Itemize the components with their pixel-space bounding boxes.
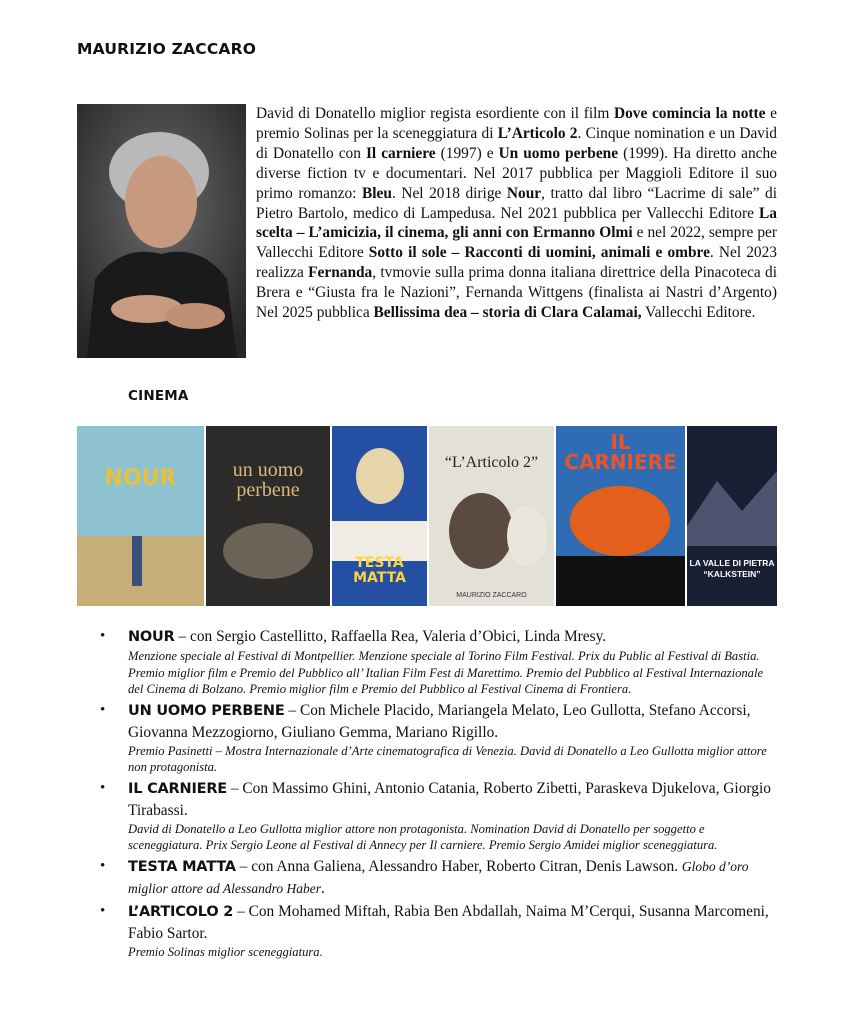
film-awards: Premio Solinas miglior sceneggiatura. (128, 944, 323, 959)
film-cast: – Con Mohamed Miftah, Rabia Ben Abdallah, Naima M’Cerqui, Susanna Marcomeni, Fabio Sartor. (128, 902, 769, 942)
bio-text: (1999). Ha diretto anche diverse fiction tv e documentari. Nel 2017 pubblica per Maggioli Editore il suo primo romanzo: (256, 144, 777, 202)
film-cast: – con Sergio Castellitto, Raffaella Rea, Valeria d’Obici, Linda Mresy. (174, 628, 607, 645)
bio-highlight: Nour (506, 184, 542, 202)
film-awards: Premio Pasinetti – Mostra Internazionale d’Arte cinematografica di Venezia. David di Donatello a Leo Gullotta miglior attore non protagonista. (128, 743, 767, 774)
poster-subtitle: CARNIERE (564, 450, 677, 474)
film-awards: David di Donatello a Leo Gullotta miglior attore non protagonista. Nomination David di Donatello per soggetto e sceneggiatura. Prix Sergio Leone al Festival di Annecy per Il carniere. Premio Sergio Amidei miglior sceneggiatura. (128, 821, 718, 852)
film-title: IL CARNIERE (128, 780, 228, 797)
bio-text: , tvmovie sulla prima donna italiana direttrice della Pinacoteca di Brera e “Giusta fra le Nazioni”, Fernanda Wittgens (finalista ai Nastri d’Argento) Nel 2025 pubblica (256, 264, 778, 322)
film-title: L’ARTICOLO 2 (128, 903, 234, 920)
author-portrait (77, 104, 246, 358)
film-item (100, 626, 780, 698)
bio-highlight: Bleu (362, 184, 392, 202)
poster-title: TESTA (355, 555, 404, 571)
film-item (100, 856, 780, 899)
film-awards: Globo d’oro miglior attore ad Alessandro Haber (128, 858, 749, 896)
film-item (100, 700, 780, 776)
filmography-list (100, 626, 780, 962)
bio-text: . Nel 2023 realizza (256, 244, 777, 282)
film-item (100, 901, 780, 961)
film-title: TESTA MATTA (128, 858, 236, 875)
bio-highlight: Bellissima dea – storia di Clara Calamai, (373, 304, 642, 322)
poster-testa-matta (332, 426, 427, 606)
poster-title: NOUR (104, 466, 177, 491)
bullet-icon: • (100, 857, 106, 874)
bio-highlight: L’Articolo 2 (497, 124, 578, 142)
poster-la-valle-di-pietra (687, 426, 777, 606)
bio-highlight: Sotto il sole – Racconti di uomini, animali e ombre (368, 244, 710, 262)
bio-highlight: La scelta – L’amicizia, il cinema, gli anni con Ermanno Olmi (256, 204, 777, 242)
poster-articolo-2 (429, 426, 554, 606)
film-item (100, 778, 780, 854)
film-title: UN UOMO PERBENE (128, 702, 285, 719)
bio-text: . Nel 2018 dirige (391, 184, 507, 202)
bio-text: David di Donatello miglior regista esordiente con il film (256, 105, 614, 122)
bullet-icon: • (100, 779, 106, 796)
poster-subtitle: “KALKSTEIN” (703, 569, 761, 579)
bio-highlight: Il carniere (365, 144, 436, 162)
author-name: MAURIZIO ZACCARO (77, 40, 257, 58)
bio-text: , tratto dal libro “Lacrime di sale” di Pietro Bartolo, medico di Lampedusa. Nel 2021 pubblica per Vallecchi Editore (256, 184, 777, 222)
bio-highlight: Dove comincia la notte (613, 105, 766, 122)
bio-text: (1997) e (435, 144, 499, 162)
poster-un-uomo-perbene (206, 426, 330, 606)
poster-subtitle: MAURIZIO ZACCARO (456, 592, 527, 599)
poster-title: IL (610, 430, 631, 454)
film-title: NOUR (128, 629, 175, 645)
bio-text: Vallecchi Editore. (641, 304, 756, 322)
poster-strip (77, 426, 777, 606)
film-cast: – con Anna Galiena, Alessandro Haber, Roberto Citran, Denis Lawson. (235, 857, 682, 875)
poster-subtitle: MATTA (353, 570, 406, 586)
bio-text: . Cinque nomination e un David di Donatello con (256, 124, 777, 162)
bio-paragraph (256, 104, 777, 323)
poster-title: “L’Articolo 2” (444, 454, 539, 471)
poster-nour (77, 426, 204, 606)
poster-subtitle: perbene (236, 479, 300, 501)
bullet-icon: • (100, 628, 106, 644)
film-cast: – Con Michele Placido, Mariangela Melato, Leo Gullotta, Stefano Accorsi, Giovanna Mezzogiorno, Giuliano Gemma, Mariano Rigillo. (128, 701, 751, 741)
poster-title: LA VALLE DI PIETRA (689, 558, 775, 568)
film-cast: – Con Massimo Ghini, Antonio Catania, Roberto Zibetti, Paraskeva Djukelova, Giorgio Tirabassi. (128, 779, 771, 819)
bio-highlight: Fernanda (308, 264, 373, 282)
bio-highlight: Un uomo perbene (498, 144, 619, 162)
poster-title: un uomo (232, 459, 304, 481)
bullet-icon: • (100, 701, 106, 718)
film-awards-trail: . (321, 879, 325, 897)
section-heading-cinema: CINEMA (128, 388, 189, 404)
bio-text: e premio Solinas per la sceneggiatura di (256, 105, 777, 142)
bullet-icon: • (100, 902, 106, 919)
poster-il-carniere (556, 426, 685, 606)
film-awards: Menzione speciale al Festival di Montpellier. Menzione speciale al Torino Film Festival. Prix du Public al Festival di Bastia. Premio miglior film e Premio del Pubblico all’ Italian Film Fest di Marettimo. Premio del Pubblico al Festival Internazionale del Cinema di Bolzano. Premio miglior film e Premio del Pubblico al Festival Cinema di Frontiera. (128, 649, 764, 696)
bio-text: e nel 2022, sempre per Vallecchi Editore (256, 224, 777, 262)
